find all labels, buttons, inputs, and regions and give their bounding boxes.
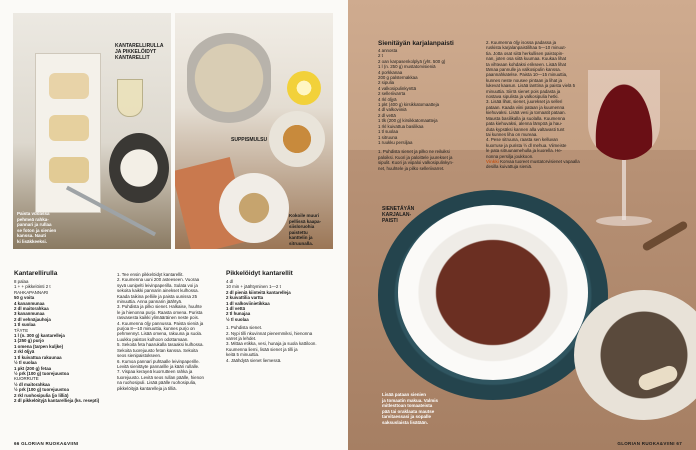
stew-photo-label: SIENETÄYÄN KARJALAN- PAISTI [382,206,415,224]
stew-recipe-steps: 2. Kuumenna öljy isossa padassa ja ruskista karjalanpaistilihaa 5—10 minuut- tia. Jotta osat siitä herkullisen paistopin- nan, joten osa siitä kuumaa. Kuukaa lihat ta vihteaan kohdaksi erikseen. Lisää lihat tämaa pannulle ja valkosipulin kanssa. paannahkatelse. Paista 10—15 minuuttia, kunnes neste nousee pintaan ja lihat ja lukevat kaasun. Lisää lanttina ja paista vielä 5 minuuttia. Siirrä sienet pois padasta ja nostava sipulista ja valkosipulia hetki. 3. Lisää lihat, sienet, juurekset ja selleri pataan. Kaada viini pataan ja kuumenna kiehuvaksi. Lisää vesi ja tomaatit pataan. Mausta basilikalla ja suolalla. Kuumenna pata kiehuvaksi, alenna lämpöä ja hau- duta kypsäksi kannen alla valtavasti tunt tai kunnes liha on mureaa. 4. Pese sitruuna, raasta sen kelluvan kuorruse ja purista ½ dl mehua. Viimeiste le pata sitruunamehulla ja kuorella. He- nonna persilja joukkoon. Vinkki Korvaa tuoreet mustatorvisienet vapaalla desilla kuivattuja sieniä. [486,40,588,170]
recipe1-title: Kantarellirulla [14,270,58,277]
suppismulsu-photo [175,13,333,249]
recipe1-steps: 1. Tee ensin pikkelöidyt kantarellit. 2. Kuumenna uuni 200 asteeseen. Vuoraa syvä uunipelti leivinpaperilla. Sulata voi ja sekoita kaikki pannarin ainekset kulhossa. Kaada taikina pelliile ja paista uunissa 25 minuuttia. Anna pannarin jäähtyä. 3. Puhdista ja pilko sienet. Halkaise, huuhte le ja hienonna purjo. Raasta omena. Purista rasvasesta kaikki ylimääräinen neste pois. 4. Kuumenna öljy pannussa. Paista sieniä ja purjoa 8—10 minuuttia, kunnes purjo on pehmennyt. Lisää omena, rakuuna ja suola. Luukku paistos kulhoon odottamaan. 5. Sekoita feta haarukalla tasaaksi kulhossa. Sekoita tuorejuusto fetan kanssa. Sekoita seos sienipaistokseen. 6. Kumoa pannari puhtaalle leivinpaperille. Levitä sienitäyte pannarille ja kääri rullalle. 7. Vispaa kerayeä kuorrutteen rahka ja tuorejuusto. Levitä seos rullan päälle, hienon na ruohosipuli. Lisää päälle ruohosipulia, pikkelöityjä kantarelleja ja tilliä. [117,272,204,391]
tip-text: Korvaa tuoreet mustatorvisienet vapaalla desilla kuivattuja sieniä. [486,158,580,170]
photo2-caption: Kokoile muuri pellissä kaapa- siisloruohia paistettu kanttelin ja sitruunalla. [289,213,322,246]
recipe2: Pikkelöidyt kantarellit 4 dl 10 min + jäähtyminen 1—2 t 2 dl pieniä kiinteitä kantarelleja 2 kuivattilia vartta 1 dl valkoviinietikkaa 1 dl vettä 2 tl hunajaa ½ tl suolaa 1. Puhdista sienet. 2. Nypi tilli nkuvinnat pienemmiksi, hienonna varret ja lehdet. 3. Mittaa etikka, vesi, hunaja ja suola kattiloon. Kuumenna liemi, lisää sienet ja tilli ja keitä 5 minuuttia. 4. Jäähdytä sienet liemessä. [226,270,334,363]
plate-image [109,133,169,203]
wine-stem-image [622,160,626,220]
white-wine-glass-image [117,79,143,117]
lemon-image [287,71,321,105]
kantarellirulla-photo [13,13,171,249]
wine-base-image [596,216,652,226]
stew-recipe-title: Sienitäyän karjalanpaisti [378,40,454,47]
stew-photo-caption: Lisää pataan sienien ja tomaatin makua. Valmis mitlesttoan tomaateista pää tai oraklaata mautse tarvitaessasi ja sopalle saksuslaista lisätään. [382,392,439,425]
photo2-label: SUPPISMULSU [231,137,268,143]
right-folio: GLORIAN RUOKA&VIINI 67 [617,441,682,446]
photo1-caption: Paista vuoassa pehmeä rahka- pannari ja rullaa se foton ja sienien kanssa. Nauti ki lisäkkeeksi. [17,211,57,244]
serving-plate-image [219,173,289,243]
mushroom-bowl-image [269,111,325,167]
left-folio: 66 GLORIAN RUOKA&VIINI [14,441,79,446]
stew-dish-image [398,205,588,380]
recipe2-title: Pikkelöidyt kantarellit [226,270,293,277]
photo1-label: KANTARELLIRULLA JA PIKKELÖIDYT KANTARELLIT [115,43,164,61]
pot-image [187,33,271,123]
right-page [348,0,696,450]
roll-slices-image [49,73,89,99]
red-wine-glass-image [588,70,660,160]
recipe1-ingredients: Kantarellirulla 8 palaa 1 + + pikkelöinti 2 t RAHKAPANNARI 50 g voita 4 kananmunaa 2 dl maitorahkaa 3 kananmunaa 2 dl vehnäjauhoja 1 tl suolaa TÄYTE 1 l (n. 300 g) kantarelleja 1 (250 g) purjo 1 omena (tarpen kuljke) 2 rkl öljyä 1 tl kuivattua rakuunaa ½ tl suolaa 1 pkt (200 g) fetaa ½ prk (100 g) tuorejuustoa KUORRUTE ½ dl maitorahkaa ½ prk (100 g) tuorejuustoa 2 rkl ruohosipulia (jo lilliä) 2 dl pikkelöityjä kantarellieja (ks. resepti) [14,270,114,403]
stew-recipe-ingredients: Sienitäyän karjalanpaisti 4 annosta 2 t 2 oan karpasenkolplyä (yht. 500 g) 1 l (n. 250 g) mustatorvisieniä 4 porkkanaa 200 g palsternakkaa 2 sipulia 4 valkosipulinkynttä 2 selleriivarrta 4 rkl öljyä 1 pkt (400 g) kirsikkatomaatteja 4 dl valkoviiniä 2 dl vettä 1 tlk (200 g) kirsikkatomaatteja 1 rkl kuivattua basilikaa 1 tl suolaa 1 sitruuna 1 ruukku persiljaa 1. Puhdista sienet ja pilko ne reiluiksi paloiksi. Kuori ja paloittele juurekset ja sipulit. Kuori ja viipaloi valkosipulinkyn- net, huuhtele ja pilko selleriivarret. [378,40,480,171]
tip [486,159,588,170]
tip-label: Vinkki [486,158,499,164]
